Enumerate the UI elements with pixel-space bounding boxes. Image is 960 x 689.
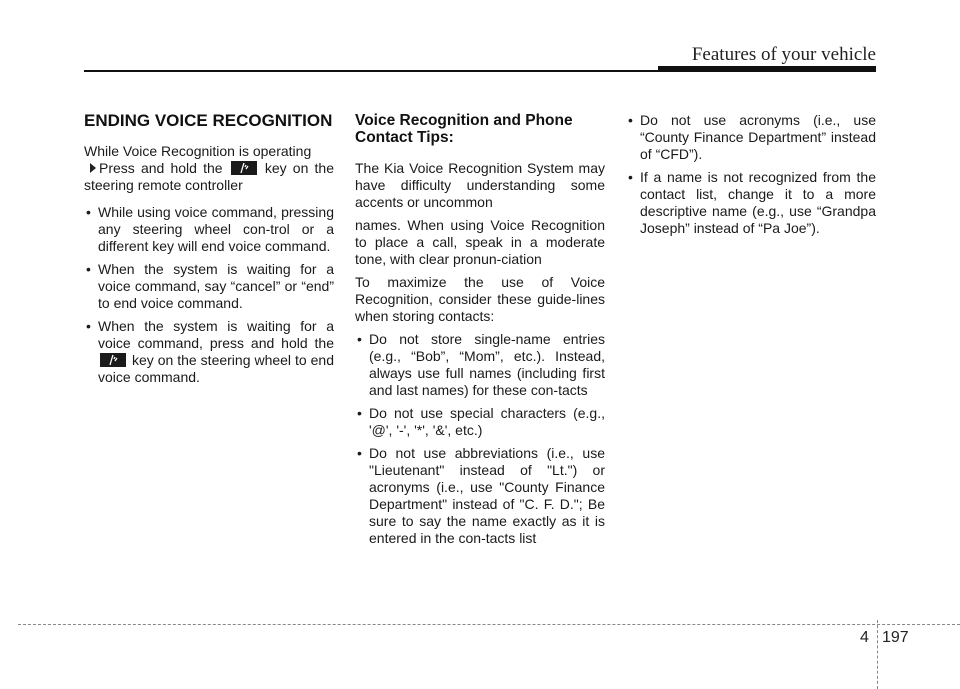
- header-title: Features of your vehicle: [691, 44, 876, 65]
- voice-talk-icon: [231, 161, 257, 175]
- chapter-number: 4: [860, 629, 869, 646]
- intro-text-a: While Voice Recognition is operating: [84, 143, 312, 159]
- list-item: • Do not use abbreviations (i.e., use "Lieutenant" instead of "Lt.") or acronyms (i.e., use "County Finance Department" instead of "C. F. D."; Be sure to say the name exactly as it is entered in the con-tacts list: [357, 445, 605, 546]
- paragraph: The Kia Voice Recognition System may have difficulty understanding some accents or uncommon: [355, 160, 605, 210]
- intro-paragraph: [84, 143, 334, 194]
- list-item: • Do not store single-name entries (e.g., “Bob”, “Mom”, etc.). Instead, always use full names (including first and last names) for these con-tacts: [357, 331, 605, 398]
- footer-rule: [18, 624, 960, 625]
- triangle-right-icon: [90, 163, 96, 173]
- column-2: [355, 112, 605, 553]
- bullet-list: [355, 331, 605, 547]
- list-item: • When the system is waiting for a voice command, say “cancel” or “end” to end voice command.: [86, 261, 334, 311]
- voice-talk-icon: [100, 353, 126, 367]
- list-item: • While using voice command, pressing any steering wheel con-trol or a different key will end voice command.: [86, 204, 334, 254]
- bullet-list: [626, 112, 876, 237]
- list-item: • Do not use special characters (e.g., '@', '-', '*', '&', etc.): [357, 405, 605, 438]
- header-rule-accent: [658, 66, 876, 72]
- paragraph: names. When using Voice Recognition to place a call, speak in a moderate tone, with clear pronun-ciation: [355, 217, 605, 267]
- footer-divider: [877, 620, 878, 689]
- paragraph: To maximize the use of Voice Recognition, consider these guide-lines when storing contacts:: [355, 274, 605, 324]
- bullet-list: [84, 204, 334, 386]
- section-heading-ending-voice-recognition: ENDING VOICE RECOGNITION: [84, 111, 333, 130]
- column-1: [84, 112, 334, 392]
- intro-text-c: key on the steering remote controller: [84, 160, 334, 193]
- intro-text-b: Press and hold the: [99, 160, 223, 176]
- list-item: • Do not use acronyms (i.e., use “County Finance Department” instead of “CFD”).: [628, 112, 876, 162]
- column-3: [626, 112, 876, 243]
- section-heading-phone-contact-tips: Voice Recognition and Phone Contact Tips:: [355, 112, 573, 146]
- page-number: 197: [882, 629, 909, 646]
- list-item: • When the system is waiting for a voice command, press and hold the key on the steering wheel to end voice command.: [86, 318, 335, 385]
- list-item: • If a name is not recognized from the contact list, change it to a more descriptive name (e.g., use “Grandpa Joseph” instead of “Pa Joe”).: [628, 169, 876, 236]
